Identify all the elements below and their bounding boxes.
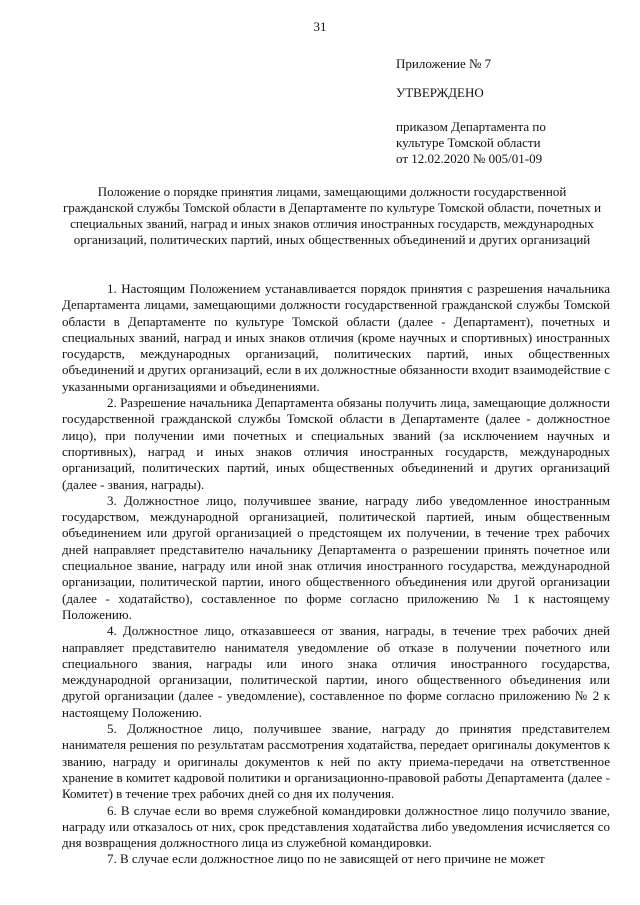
paragraph-2: 2. Разрешение начальника Департамента обязаны получить лица, замещающие должности государственной гражданской службы Томской области в Департаменте (далее - должностное лицо), при получении ими почетных и специальных званий (за исключением научных и спортивных), наград и иных знаков отличия иностранных государств, международных организаций, политических партий, иных общественных объединений и других организаций (далее - звания, награды). (62, 395, 610, 492)
order-line-3: от 12.02.2020 № 005/01-09 (396, 151, 543, 166)
paragraph-1: 1. Настоящим Положением устанавливается порядок принятия с разрешения начальника Департамента лицами, замещающими должности государственной гражданской службы Томской области в Департаменте по культуре Томской области (далее - Департамент), почетных и специальных званий, наград и иных знаков отличия (кроме научных и спортивных) иностранных государств, международных организаций, политических партий, иных общественных объединений и других организаций, если в их должностные обязанности входит взаимодействие с указанными организациями и объединениями. (62, 281, 610, 394)
paragraph-5: 5. Должностное лицо, получившее звание, награду до принятия представителем нанимателя решения по результатам рассмотрения ходатайства, передает оригиналы документов к званию, награду и оригиналы документов к ней по акту приема-передачи на ответственное хранение в комитет кадровой политики и организационно-правовой работы Департамента (далее - Комитет) в течение трех рабочих дней со дня их получения. (62, 721, 610, 802)
order-line-2: культуре Томской области (396, 135, 541, 150)
page-number: 31 (313, 19, 327, 34)
document-title: Положение о порядке принятия лицами, замещающими должности государственной гражданской службы Томской области в Департаменте по культуре Томской области, почетных и специальных званий, наград и иных знаков отличия иностранных государств, международных организаций, политических партий, иных общественных объединений и других организаций (62, 184, 602, 247)
document-body (62, 281, 610, 868)
approved-stamp-text: УТВЕРЖДЕНО (396, 85, 484, 100)
order-line-1: приказом Департамента по (396, 119, 546, 134)
appendix-label: Приложение № 7 (396, 56, 492, 71)
paragraph-6: 6. В случае если во время служебной командировки должностное лицо получило звание, награду или отказалось от них, срок представления ходатайства либо уведомления исчисляется со дня возвращения должностного лица из служебной командировки. (62, 802, 610, 851)
paragraph-7: 7. В случае если должностное лицо по не зависящей от него причине не может (107, 851, 545, 867)
approval-block (396, 56, 596, 167)
paragraph-3: 3. Должностное лицо, получившее звание, награду либо уведомленное иностранным государством, международной организацией, политической партией, иным общественным объединением или другой организацией о предстоящем их получении, в течение трех рабочих дней направляет представителю начальнику Департамента о разрешении принять почетное или специальное звание, награду или иной знак отличия иностранного государства, международной организации, политической партии, иного общественного объединения или другой организации (далее - ходатайство), составленное по форме согласно приложению № 1 к настоящему Положению. (62, 492, 610, 622)
paragraph-4: 4. Должностное лицо, отказавшееся от звания, награды, в течение трех рабочих дней направляет представителю нанимателя уведомление об отказе в получении почетного или специального звания, награды или иного знака отличия иностранного государства, международной организации, политической партии, иного общественного объединения или другой организации (далее - уведомление), составленное по форме согласно приложению № 2 к настоящему Положению. (62, 623, 610, 720)
